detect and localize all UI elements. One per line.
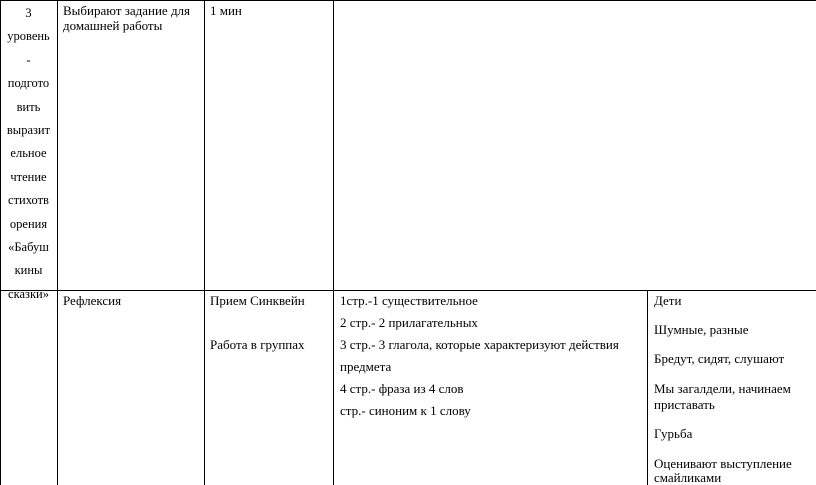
stage-line: сказки» <box>8 286 49 301</box>
result-line: приставать <box>654 397 715 412</box>
stage-line: орения <box>9 216 48 231</box>
stage-line: выразит <box>6 122 51 137</box>
syncwine-result-cell <box>654 293 814 485</box>
result-line: смайликами <box>654 470 722 485</box>
col-border-left <box>0 0 1 485</box>
reflection-activity-cell: Рефлексия <box>63 293 122 308</box>
rule-line: 3 стр.- 3 глагола, которые характеризуют действия <box>340 337 619 352</box>
result-line: Бредут, сидят, слушают <box>654 351 785 366</box>
rule-line: предмета <box>340 359 392 374</box>
stage-line: - <box>26 52 31 67</box>
stage-line: «Бабуш <box>8 239 49 254</box>
row-divider <box>0 290 816 291</box>
stage-line: уровень <box>7 29 50 44</box>
stage-line: чтение <box>10 169 47 184</box>
homework-activity-cell <box>63 3 201 33</box>
stage-line: ельное <box>10 146 47 161</box>
col-divider-1 <box>57 0 58 485</box>
stage-line: кины <box>14 263 43 278</box>
stage-line: подгото <box>7 76 50 91</box>
method-grouping: Работа в группах <box>210 337 305 352</box>
syncwine-rules-cell <box>340 293 640 478</box>
method-technique: Прием Синквейн <box>210 293 305 308</box>
result-line: Гурьба <box>654 426 693 441</box>
rule-line: 1стр.-1 существительное <box>340 293 478 308</box>
col-divider-3 <box>333 0 334 485</box>
result-line: Дети <box>654 293 682 308</box>
stage-line: вить <box>16 99 41 114</box>
rule-line: 4 стр.- фраза из 4 слов <box>340 381 464 396</box>
activity-line: домашней работы <box>63 18 163 33</box>
time-cell: 1 мин <box>210 3 242 18</box>
stage-line: 3 <box>25 6 32 20</box>
stage-cell <box>2 2 55 306</box>
activity-line: Выбирают задание для <box>63 3 191 18</box>
result-line: Шумные, разные <box>654 322 749 337</box>
table-top-border <box>0 0 816 1</box>
result-line: Оценивают выступление <box>654 456 792 471</box>
rule-line: 2 стр.- 2 прилагательных <box>340 315 478 330</box>
col-divider-2 <box>204 0 205 485</box>
stage-line: стихотв <box>8 193 49 208</box>
result-line: Мы загалдели, начинаем <box>654 381 791 396</box>
rule-line: стр.- синоним к 1 слову <box>340 403 471 418</box>
col-divider-4 <box>647 290 648 485</box>
